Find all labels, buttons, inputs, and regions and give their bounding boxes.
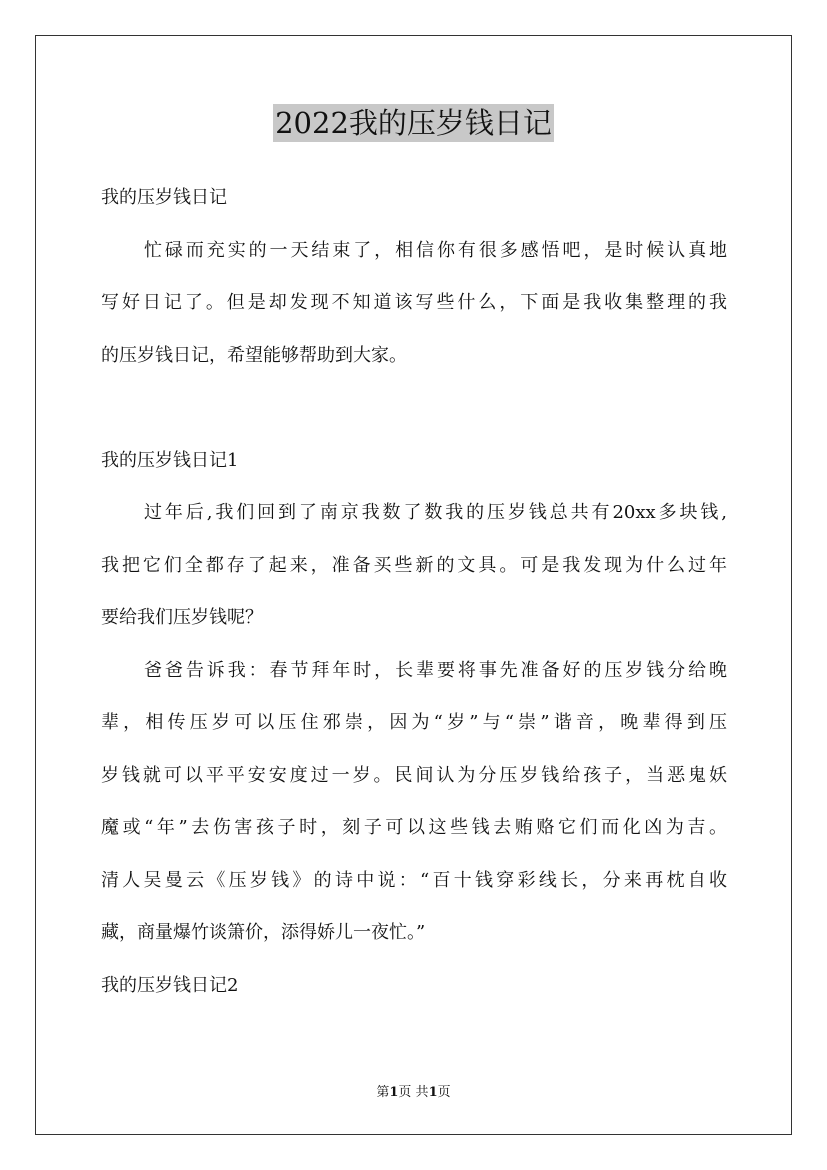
intro-line-1: 忙碌而充实的一天结束了，相信你有很多感悟吧，是时候认真地: [144, 239, 727, 261]
footer-suffix: 页: [437, 1085, 451, 1100]
para2-line-2: 辈，相传压岁可以压住邪崇，因为“岁”与“崇”谐音，晚辈得到压: [101, 712, 727, 733]
document-body: [101, 172, 727, 1012]
footer-total-pages: 1: [428, 1085, 438, 1100]
para1-line-2: 我把它们全都存了起来，准备买些新的文具。可是我发现为什么过年: [101, 554, 727, 576]
intro-line-2: 写好日记了。但是却发现不知道该写些什么，下面是我收集整理的我: [101, 292, 727, 313]
para2-line-5: 清人吴曼云《压岁钱》的诗中说：“百十钱穿彩线长，分来再枕自收: [101, 869, 727, 891]
document-title[interactable]: 2022我的压岁钱日记: [275, 106, 552, 140]
para2-line-4: 魔或“年”去伤害孩子时，刻子可以这些钱去贿赂它们而化凶为吉。: [101, 817, 727, 838]
para2-line-3: 岁钱就可以平平安安度过一岁。民间认为分压岁钱给孩子，当恶鬼妖: [101, 764, 727, 786]
blank-gap: [101, 382, 727, 435]
intro-line-3: 的压岁钱日记，希望能够帮助到大家。: [101, 344, 407, 366]
footer-mid: 页 共: [398, 1085, 429, 1100]
page-footer: [0, 1084, 827, 1102]
title-wrap: [0, 104, 827, 142]
footer-page-number: 1: [389, 1085, 399, 1100]
section1-heading: 我的压岁钱日记1: [101, 449, 239, 471]
footer-prefix: 第: [376, 1085, 390, 1100]
para2-line-6: 藏，商量爆竹谈箫价，添得娇儿一夜忙。”: [101, 922, 426, 943]
section2-heading: 我的压岁钱日记2: [101, 974, 239, 996]
para2-line-1: 爸爸告诉我：春节拜年时，长辈要将事先准备好的压岁钱分给晚: [144, 659, 727, 681]
para1-line-1: 过年后,我们回到了南京我数了数我的压岁钱总共有20xx多块钱,: [144, 502, 727, 523]
intro-heading: 我的压岁钱日记: [101, 187, 227, 208]
para1-line-3: 要给我们压岁钱呢？: [101, 607, 263, 628]
